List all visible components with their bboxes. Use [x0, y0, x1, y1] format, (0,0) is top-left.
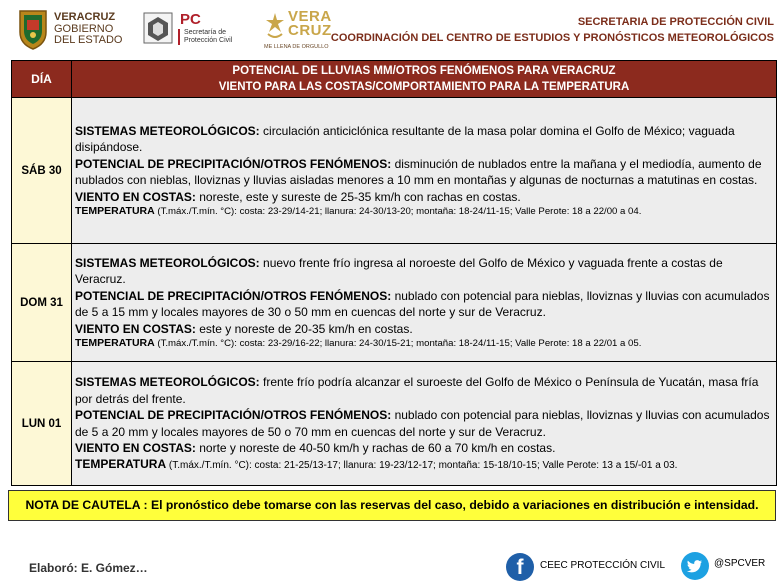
column-header-forecast [72, 61, 777, 98]
pc-sub-line2: Protección Civil [184, 37, 233, 44]
twitter-icon[interactable] [681, 552, 709, 580]
day-cell: LUN 01 [12, 362, 72, 486]
viento-paragraph [75, 321, 772, 338]
potencial-label: POTENCIAL DE PRECIPITACIÓN/OTROS FENÓMENOS: [75, 288, 392, 303]
temperatura-label: TEMPERATURA [75, 456, 167, 471]
potencial-paragraph [75, 156, 772, 189]
table-title-line1: POTENCIAL DE LLUVIAS MM/OTROS FENÓMENOS PARA VERACRUZ [232, 65, 616, 77]
potencial-label: POTENCIAL DE PRECIPITACIÓN/OTROS FENÓMENOS: [75, 408, 392, 423]
logo-line1: VERACRUZ [54, 11, 116, 23]
brand-wordmark [288, 10, 332, 38]
org-line2: COORDINACIÓN DEL CENTRO DE ESTUDIOS Y PRONÓSTICOS METEOROLÓGICOS [330, 32, 774, 44]
sistemas-paragraph [75, 374, 772, 407]
sistemas-paragraph [75, 255, 772, 288]
facebook-link[interactable]: CEEC PROTECCIÓN CIVIL [540, 560, 666, 571]
sistemas-text: circulación anticiclónica resultante de la masa polar domina el Golfo de México; vaguada disipándose. [75, 123, 735, 155]
caution-note: NOTA DE CAUTELA : El pronóstico debe tomarse con las reservas del caso, debido a variaciones en distribución e intensidad. [8, 490, 776, 521]
brand-line2: CRUZ [288, 22, 332, 39]
sistemas-label: SISTEMAS METEOROLÓGICOS: [75, 375, 260, 390]
author-credit: Elaboró: E. Gómez… [29, 561, 148, 575]
veracruz-government-text [54, 12, 122, 47]
potencial-paragraph [75, 407, 772, 440]
potencial-label: POTENCIAL DE PRECIPITACIÓN/OTROS FENÓMENOS: [75, 156, 392, 171]
viento-text: noreste, este y sureste de 25-35 km/h con rachas en costas. [195, 189, 521, 204]
table-header-row [12, 61, 777, 98]
viento-text: este y noreste de 20-35 km/h en costas. [195, 321, 413, 336]
facebook-icon[interactable]: f [506, 553, 534, 581]
forecast-cell [72, 244, 777, 362]
twitter-handle[interactable]: @SPCVER [714, 558, 766, 569]
sistemas-label: SISTEMAS METEOROLÓGICOS: [75, 123, 260, 138]
sistemas-text: frente frío podría alcanzar el suroeste del Golfo de México o Península de Yucatán, masa fría por detrás del frente. [75, 375, 759, 406]
forecast-table [11, 60, 777, 486]
brand-line1: VERA [288, 8, 332, 25]
temperatura-text: (T.máx./T.mín. °C): costa: 21-25/13-17; llanura: 19-23/12-17; montaña: 15-18/10-15; Valle Perote: 13 a 15/-01 a 03. [166, 459, 678, 471]
logo-line3: DEL ESTADO [54, 34, 123, 46]
table-row [12, 98, 777, 244]
pc-sub-line1: Secretaría de [184, 29, 227, 36]
potencial-paragraph [75, 288, 772, 321]
potencial-text: nublado con potencial para nieblas, lloviznas y lluvias con acumulados de 5 a 15 mm y locales mayores de 30 o 50 mm en cuencas del norte y sur de Veracruz. [75, 288, 770, 320]
viento-label: VIENTO EN COSTAS: [75, 321, 196, 336]
pc-divider [178, 29, 180, 45]
column-header-day: DÍA [12, 61, 72, 98]
table-row [12, 362, 777, 486]
sistemas-text: nuevo frente frío ingresa al noroeste del Golfo de México y vaguada frente a costas de Veracruz. [75, 255, 723, 287]
day-cell: SÁB 30 [12, 98, 72, 244]
temperatura-paragraph [75, 457, 772, 473]
table-title-line2: VIENTO PARA LAS COSTAS/COMPORTAMIENTO PARA LA TEMPERATURA [218, 81, 630, 93]
pc-emblem-icon [142, 11, 174, 45]
temperatura-label: TEMPERATURA [75, 205, 155, 218]
temperatura-label: TEMPERATURA [75, 337, 155, 350]
temperatura-text: (T.máx./T.mín. °C): costa: 23-29/14-21; llanura: 24-30/13-20; montaña: 18-24/11-15; Valle Perote: 18 a 22/00 a 04. [154, 206, 642, 218]
logo-line2: GOBIERNO [54, 22, 114, 35]
twitter-bird-icon [681, 552, 709, 580]
brand-tagline: ME LLENA DE ORGULLO [264, 44, 329, 50]
veracruz-shield-icon [16, 8, 50, 50]
forecast-cell [72, 98, 777, 244]
temperatura-paragraph [75, 337, 772, 350]
pc-title: PC [180, 11, 201, 28]
sistemas-label: SISTEMAS METEOROLÓGICOS: [75, 255, 260, 270]
viento-label: VIENTO EN COSTAS: [75, 441, 196, 456]
page-header [0, 0, 782, 56]
potencial-text: disminución de nublados entre la mañana y el mediodía, aumento de nublados con nieblas, lloviznas y lluvias aisladas menores a 10 mm en montañas y algunas de nocturnas a matutinas en costas. [75, 156, 762, 188]
organization-title [331, 14, 774, 46]
table-row [12, 244, 777, 362]
sistemas-paragraph [75, 123, 772, 156]
proteccion-civil-logo [142, 9, 252, 51]
veracruz-brand-icon [264, 12, 286, 40]
viento-paragraph [75, 189, 772, 206]
potencial-text: nublado con potencial para nieblas, lloviznas y lluvias con acumulados de 5 a 20 mm y locales mayores de 50 o 70 mm en cuencas del norte y sur de Veracruz. [75, 408, 770, 439]
temperatura-paragraph [75, 205, 772, 218]
forecast-cell [72, 362, 777, 486]
org-line1: SECRETARIA DE PROTECCIÓN CIVIL [577, 16, 774, 28]
viento-label: VIENTO EN COSTAS: [75, 189, 196, 204]
day-cell: DOM 31 [12, 244, 72, 362]
pc-subtitle [184, 29, 232, 45]
veracruz-government-logo [14, 8, 136, 52]
temperatura-text: (T.máx./T.mín. °C): costa: 23-29/16-22; llanura: 24-30/15-21; montaña: 18-24/11-15; Valle Perote: 18 a 22/01 a 05. [154, 338, 642, 350]
viento-text: norte y noreste de 40-50 km/h y rachas de 60 a 70 km/h en costas. [195, 441, 556, 456]
viento-paragraph [75, 440, 772, 457]
